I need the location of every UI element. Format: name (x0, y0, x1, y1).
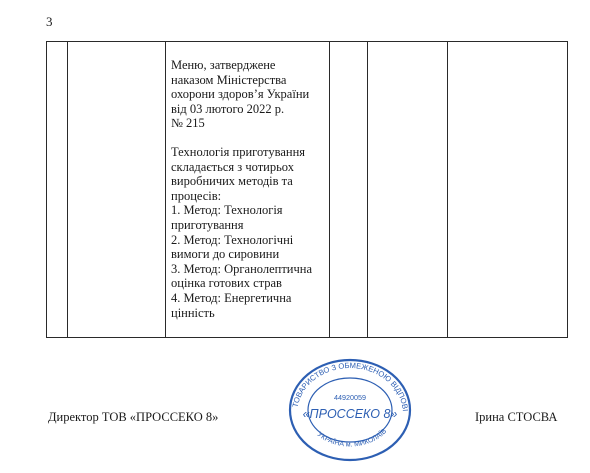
cell-text-technology: Технологія приготування складається з чотирьох виробничих методів та процесів: 1. Метод: Технологія приготування 2. Метод: Технологічні вимоги до сировини 3. Метод: Органолептична оцінка готових страв 4. Метод: Енергетична цінність (171, 144, 313, 320)
table-column-divider (165, 42, 166, 337)
stamp-outer-text: ТОВАРИСТВО З ОБМЕЖЕНОЮ ВІДПОВІДАЛЬНІСТЮ (281, 345, 410, 412)
table-cell-description (171, 58, 331, 320)
cell-text-menu-order: Меню, затверджене наказом Міністерства охорони здоров’я України від 03 лютого 2022 р. № 215 (171, 58, 310, 131)
page-number: 3 (46, 14, 53, 29)
document-table (46, 41, 568, 338)
signatory-title: Директор ТОВ «ПРОССЕКО 8» (48, 410, 219, 424)
signatory-name: Ірина СТОСВА (475, 410, 558, 424)
table-column-divider (367, 42, 368, 337)
company-stamp (281, 345, 415, 462)
stamp-company-name: «ПРОССЕКО 8» (302, 407, 398, 421)
stamp-code: 44920059 (334, 393, 366, 402)
table-column-divider (67, 42, 68, 337)
stamp-bottom-text: УКРАЇНА м. МИКОЛАЇВ (315, 427, 389, 449)
table-column-divider (447, 42, 448, 337)
